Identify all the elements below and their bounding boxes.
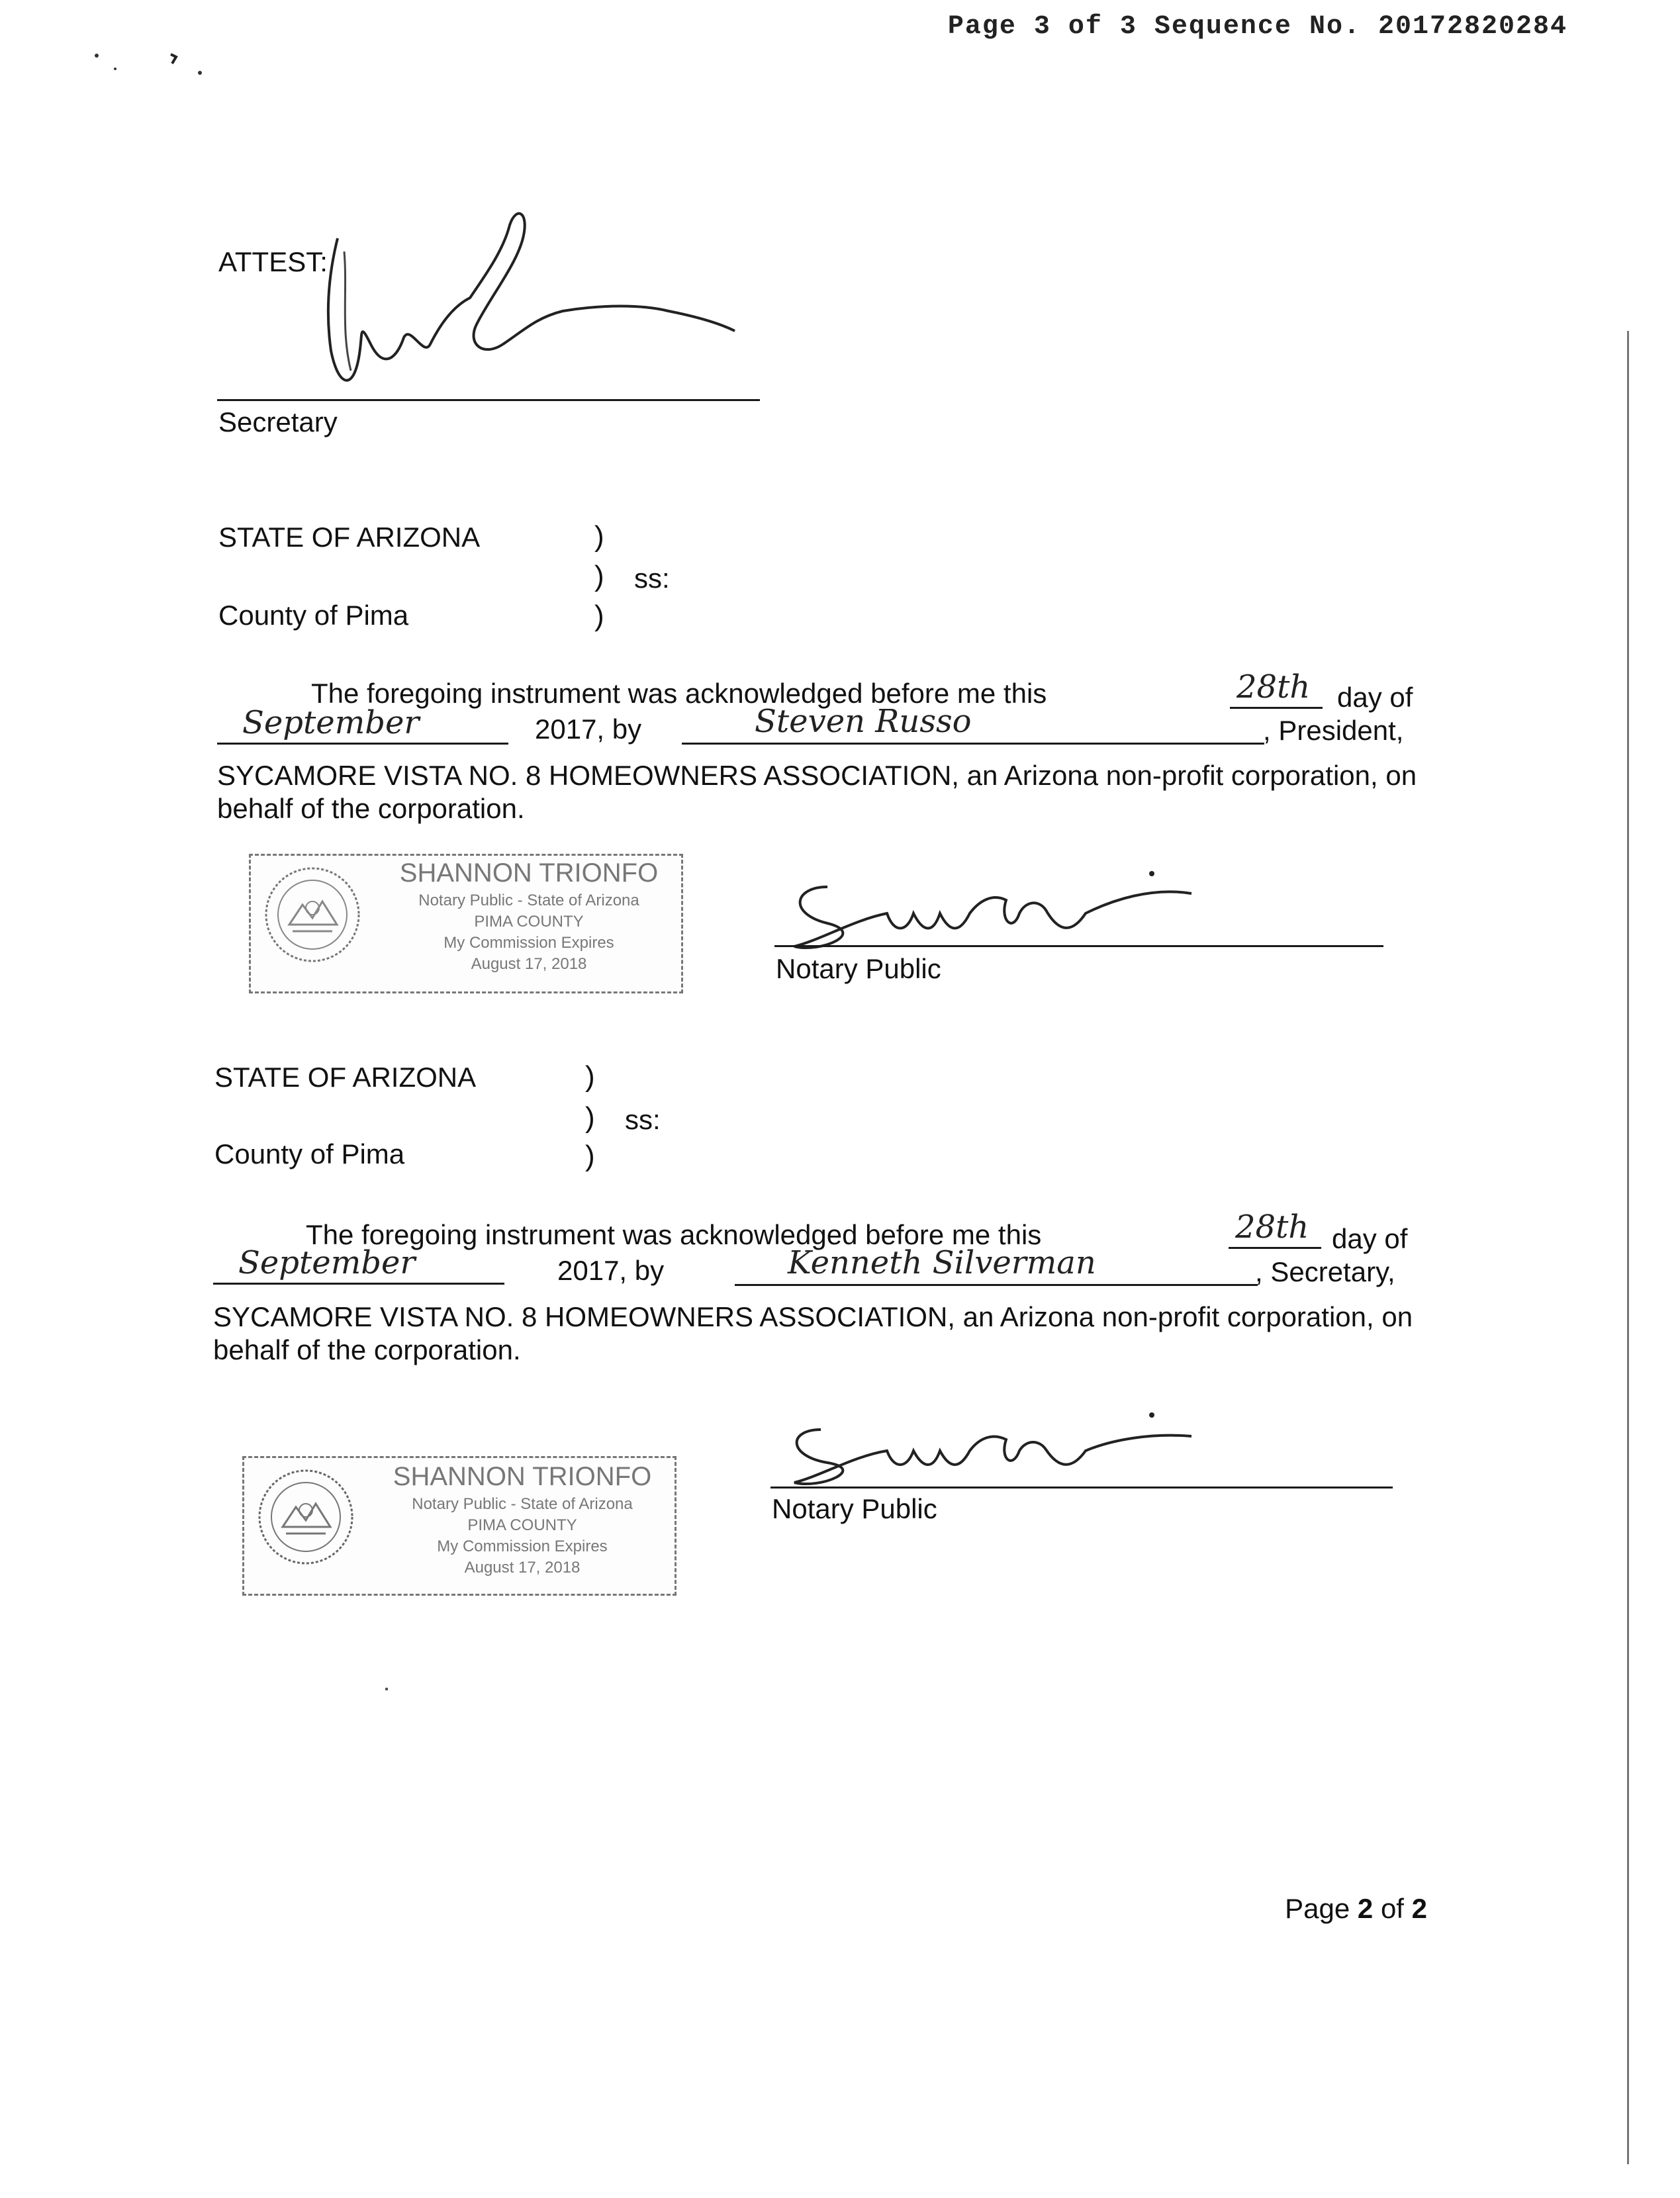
ack1-county-label: County of Pima — [218, 600, 409, 631]
attest-role-label: Secretary — [218, 406, 338, 437]
notary-signature-2 — [781, 1403, 1311, 1496]
ack2-text-intro: The foregoing instrument was acknowledged before me this — [306, 1219, 1042, 1250]
attest-label: ATTEST: — [218, 246, 328, 277]
ack2-county-label: County of Pima — [214, 1138, 405, 1169]
notary-stamp-2 — [242, 1456, 677, 1596]
stamp2-name: SHANNON TRIONFO — [393, 1462, 652, 1491]
ack1-day-line — [1230, 707, 1323, 709]
ack1-day-handwritten: 28th — [1237, 668, 1311, 706]
attest-signature-line — [217, 399, 760, 401]
ack1-paren-3: ) — [594, 600, 604, 632]
ack2-ss-label: ss: — [625, 1104, 661, 1135]
stamp1-line1: Notary Public - State of Arizona — [418, 892, 639, 909]
ack1-paren-2: ) — [594, 560, 604, 592]
ack1-ss-label: ss: — [634, 563, 670, 594]
ack2-month-handwritten: September — [238, 1244, 416, 1281]
notary-signature-line-1 — [774, 945, 1383, 947]
secretary-signature — [311, 199, 748, 410]
ack1-title-suffix: , President, — [1263, 715, 1404, 746]
ack2-day-line — [1229, 1247, 1321, 1249]
arizona-seal-icon — [263, 865, 362, 964]
scan-dot — [385, 1688, 388, 1690]
ack2-paren-2: ) — [585, 1101, 595, 1134]
stamp2-line4: August 17, 2018 — [464, 1559, 581, 1577]
notary-signature-line-2 — [770, 1487, 1393, 1488]
ack1-name-handwritten: Steven Russo — [755, 703, 972, 740]
ack1-name-line — [682, 743, 1264, 745]
ack1-notary-label: Notary Public — [776, 953, 941, 984]
ack2-paren-1: ) — [585, 1060, 595, 1093]
scan-edge-line — [1627, 331, 1629, 2164]
ack2-name-line — [735, 1284, 1258, 1286]
ack2-month-line — [213, 1283, 504, 1285]
recording-header: Page 3 of 3 Sequence No. 20172820284 — [947, 12, 1567, 42]
notary-signature-1 — [781, 860, 1311, 966]
ack1-line2: SYCAMORE VISTA NO. 8 HOMEOWNERS ASSOCIATION, an Arizona non-profit corporation, on — [217, 760, 1417, 791]
stamp1-line2: PIMA COUNTY — [474, 913, 584, 931]
ack2-paren-3: ) — [585, 1140, 595, 1172]
page-total: 2 — [1411, 1893, 1427, 1924]
ack1-text-intro: The foregoing instrument was acknowledged before me this — [311, 678, 1047, 709]
ack2-line3: behalf of the corporation. — [213, 1334, 521, 1365]
stamp1-name: SHANNON TRIONFO — [399, 858, 659, 888]
stamp1-line4: August 17, 2018 — [471, 955, 587, 973]
page-word: Page — [1285, 1893, 1350, 1924]
stamp2-line3: My Commission Expires — [437, 1537, 608, 1555]
arizona-seal-icon — [256, 1467, 355, 1567]
ack2-day-of: day of — [1332, 1223, 1408, 1254]
ack2-line2: SYCAMORE VISTA NO. 8 HOMEOWNERS ASSOCIATION, an Arizona non-profit corporation, on — [213, 1301, 1413, 1332]
ack1-month-handwritten: September — [242, 704, 420, 741]
ack1-paren-1: ) — [594, 520, 604, 553]
ack2-state-label: STATE OF ARIZONA — [214, 1062, 477, 1093]
page-current: 2 — [1357, 1893, 1374, 1924]
ack1-day-of: day of — [1337, 682, 1413, 713]
stamp2-line1: Notary Public - State of Arizona — [412, 1495, 633, 1513]
ack2-year-by: 2017, by — [557, 1255, 665, 1286]
ack1-state-label: STATE OF ARIZONA — [218, 522, 481, 553]
ack1-month-line — [217, 743, 508, 745]
ack2-name-handwritten: Kenneth Silverman — [788, 1244, 1096, 1281]
ack2-day-handwritten: 28th — [1235, 1209, 1309, 1246]
notary-stamp-1 — [249, 854, 683, 993]
page-number — [1285, 1893, 1427, 1925]
ack1-line3: behalf of the corporation. — [217, 793, 525, 824]
stamp2-line2: PIMA COUNTY — [467, 1516, 577, 1534]
ack1-year-by: 2017, by — [535, 713, 642, 745]
ack2-notary-label: Notary Public — [772, 1493, 937, 1524]
page-of-word: of — [1380, 1893, 1404, 1924]
scan-marks — [93, 46, 212, 86]
ack2-title-suffix: , Secretary, — [1255, 1256, 1395, 1287]
stamp1-line3: My Commission Expires — [443, 934, 614, 952]
